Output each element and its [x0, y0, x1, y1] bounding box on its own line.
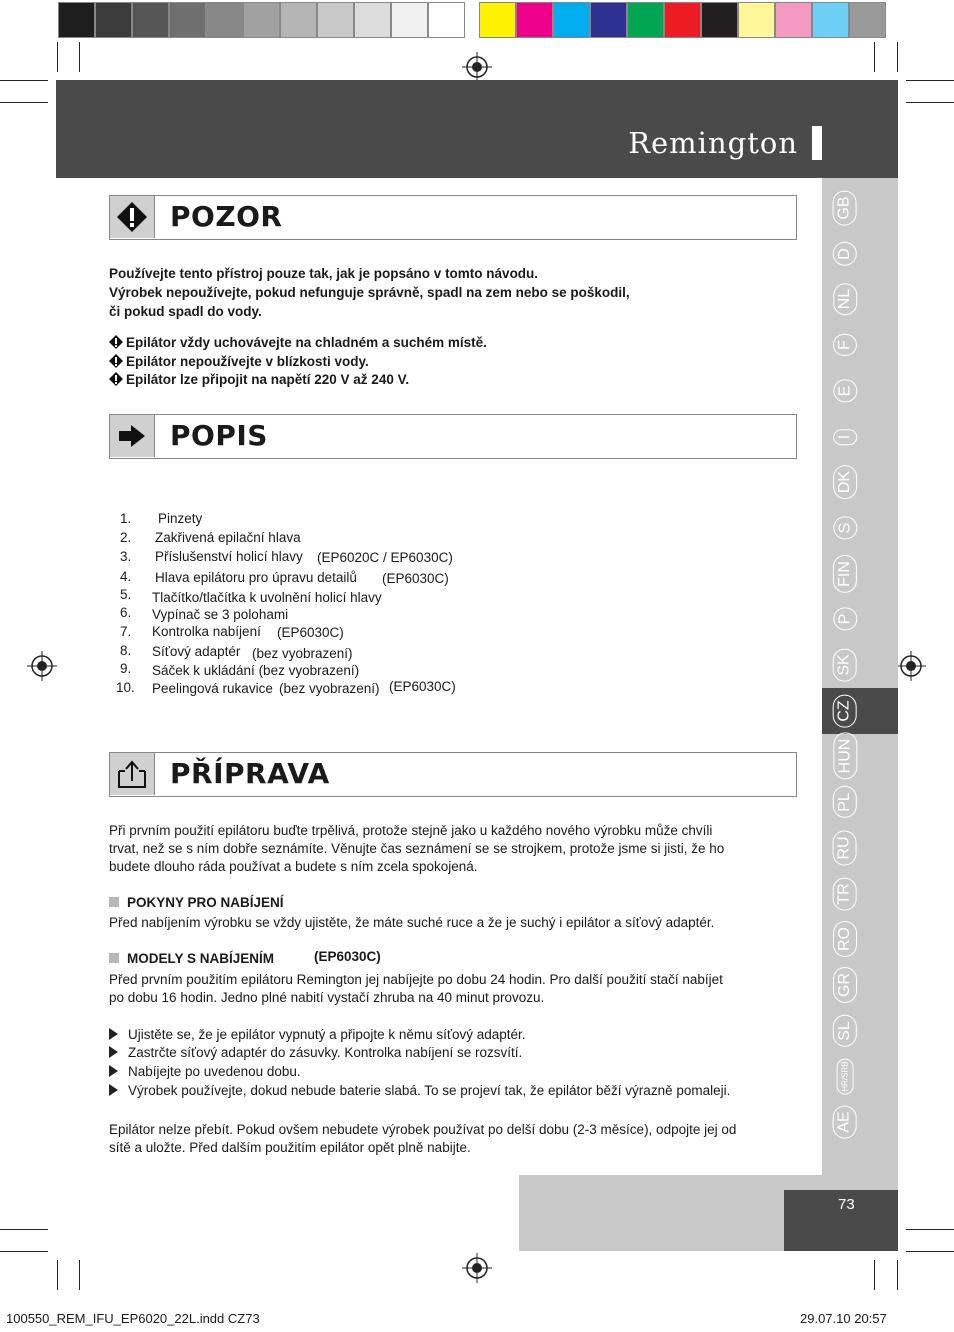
language-tab-gb[interactable]: [832, 191, 858, 225]
list-number: 10.: [116, 680, 135, 695]
charging-heading: [109, 895, 284, 910]
pozor-intro-line: či pokud spadl do vody.: [109, 304, 262, 319]
outro-line: sítě a uložte. Před dalším použitím epilátor opět plně nabijte.: [109, 1140, 471, 1155]
color-swatch: [516, 2, 553, 38]
step-text: Ujistěte se, že je epilátor vypnutý a připojte k němu síťový adaptér.: [128, 1027, 526, 1042]
crop-mark: [57, 42, 58, 72]
language-tab-d[interactable]: [832, 237, 858, 271]
model-note: (EP6030C): [277, 625, 344, 640]
language-label: PL: [833, 786, 857, 818]
crop-mark: [897, 1260, 898, 1290]
charging-text: Před nabíjením výrobku se vždy ujistěte, že máte suché ruce a že je suchý i epilátor a síťový adaptér.: [109, 915, 715, 930]
language-tab-ru[interactable]: [832, 831, 858, 865]
language-label: NL: [833, 283, 857, 315]
color-swatches: [58, 2, 886, 38]
crop-mark: [0, 1251, 48, 1252]
pozor-intro-line: Používejte tento přístroj pouze tak, jak je popsáno v tomto návodu.: [109, 266, 539, 281]
color-swatch: [812, 2, 849, 38]
square-bullet-icon: [109, 953, 119, 963]
language-tab-nl[interactable]: [832, 282, 858, 316]
priprava-intro-line: budete dlouho ráda používat a budete s ním zcela spokojená.: [109, 859, 478, 874]
color-swatch: [280, 2, 317, 38]
warning-text: Epilátor nepoužívejte v blízkosti vody.: [126, 354, 369, 369]
model-note: (bez vyobrazení): [279, 681, 380, 696]
step-text: Zastrčte síťový adaptér do zásuvky. Kontrolka nabíjení se rozsvítí.: [128, 1045, 523, 1060]
language-label: RU: [833, 830, 857, 865]
list-item: Tlačítko/tlačítka k uvolnění holicí hlavy: [152, 590, 382, 605]
color-swatch: [775, 2, 812, 38]
color-swatch: [243, 2, 280, 38]
crop-mark: [906, 102, 954, 103]
language-label: RO: [833, 921, 857, 957]
crop-mark: [0, 102, 48, 103]
language-tab-ae[interactable]: [832, 1105, 858, 1139]
language-tab-e[interactable]: [832, 374, 858, 408]
model-note: (EP6030C): [314, 949, 381, 964]
section-title: POPIS: [170, 419, 268, 452]
list-item: Příslušenství holicí hlavy: [155, 549, 303, 564]
language-label: HUN: [833, 733, 857, 780]
warning-item: [109, 335, 487, 350]
color-swatch: [428, 2, 465, 38]
page-header: [56, 80, 898, 178]
crop-mark: [897, 42, 898, 72]
color-swatch: [553, 2, 590, 38]
box-upload-icon: [110, 753, 155, 795]
language-tab-sk[interactable]: [832, 648, 858, 682]
step-text: Nabíjejte po uvedenou dobu.: [128, 1064, 301, 1079]
section-pozor: [109, 195, 797, 240]
color-swatch: [317, 2, 354, 38]
models-heading: [109, 951, 274, 966]
section-title: POZOR: [170, 200, 283, 233]
priprava-intro-line: Při prvním použití epilátoru buďte trpělivá, protože stejně jako u každého nového výrobku může chvíli: [109, 823, 713, 838]
language-tab-hr-srb[interactable]: [832, 1059, 858, 1093]
language-tab-sl[interactable]: [832, 1014, 858, 1048]
list-item: Sáček k ukládání (bez vyobrazení): [152, 663, 360, 678]
language-label: FIN: [833, 555, 857, 593]
list-item: Síťový adaptér: [152, 644, 241, 659]
exclamation-icon: [110, 196, 155, 238]
language-tab-fin[interactable]: [832, 557, 858, 591]
list-item: Hlava epilátoru pro úpravu detailů: [155, 570, 357, 585]
registration-mark-icon: [27, 651, 57, 681]
crop-mark: [874, 1260, 875, 1290]
color-swatch: [206, 2, 243, 38]
heading-text: MODELY S NABÍJENÍM: [127, 951, 275, 966]
language-tab-gr[interactable]: [832, 968, 858, 1002]
list-number: 7.: [120, 624, 132, 639]
warning-text: Epilátor lze připojit na napětí 220 V až 240 V.: [126, 372, 410, 387]
language-tab-p[interactable]: [832, 602, 858, 636]
model-note: (bez vyobrazení): [252, 646, 353, 661]
crop-mark: [906, 80, 954, 81]
list-item: Vypínač se 3 polohami: [152, 607, 289, 622]
model-note: (EP6030C): [389, 679, 456, 694]
language-tab-cz[interactable]: [832, 694, 858, 728]
crop-mark: [79, 1260, 80, 1290]
crop-mark: [0, 1229, 48, 1230]
color-swatch: [701, 2, 738, 38]
language-tab-ro[interactable]: [832, 922, 858, 956]
crop-mark: [57, 1260, 58, 1290]
language-tab-pl[interactable]: [832, 785, 858, 819]
square-bullet-icon: [109, 897, 119, 907]
language-label: D: [833, 242, 857, 266]
language-label: TR: [833, 877, 857, 910]
registration-mark-icon: [462, 52, 492, 82]
triangle-bullet-icon: [109, 1028, 118, 1040]
list-item: Pinzety: [158, 511, 203, 526]
warning-diamond-icon: [109, 335, 123, 349]
model-note: (EP6020C / EP6030C): [317, 550, 453, 565]
warning-item: [109, 354, 369, 369]
language-label: GR: [833, 967, 857, 1003]
step-item: [109, 1083, 730, 1098]
list-number: 4.: [120, 569, 132, 584]
list-number: 5.: [120, 587, 132, 602]
color-swatch: [354, 2, 391, 38]
color-swatch: [95, 2, 132, 38]
crop-mark: [906, 1251, 954, 1252]
priprava-intro-line: trvat, než se s ním dobře seznámíte. Věnujte čas seznámení se se strojkem, protože jsme si jisti, že ho: [109, 841, 725, 856]
list-number: 9.: [120, 661, 132, 676]
file-slug: 100550_REM_IFU_EP6020_22L.indd CZ73: [6, 1311, 260, 1326]
list-item: Kontrolka nabíjení: [152, 624, 261, 639]
list-number: 1.: [120, 511, 132, 526]
crop-mark: [906, 1229, 954, 1230]
warning-diamond-icon: [109, 354, 123, 368]
triangle-bullet-icon: [109, 1065, 118, 1077]
section-priprava: [109, 752, 797, 797]
brand-logo: Remington: [628, 126, 798, 160]
step-item: [109, 1027, 526, 1042]
language-label: I: [833, 428, 857, 444]
list-item: Peelingová rukavice: [152, 681, 273, 696]
crop-mark: [0, 80, 48, 81]
registration-mark-icon: [896, 651, 926, 681]
warning-text: Epilátor vždy uchovávejte na chladném a suchém místě.: [126, 335, 487, 350]
section-popis: [109, 414, 797, 459]
warning-diamond-icon: [109, 372, 123, 386]
page-number: 73: [838, 1196, 855, 1213]
language-tab-s[interactable]: [832, 511, 858, 545]
triangle-bullet-icon: [109, 1084, 118, 1096]
section-title: PŘÍPRAVA: [170, 757, 330, 790]
language-label: DK: [833, 465, 857, 499]
list-number: 6.: [120, 605, 132, 620]
language-label: SL: [833, 1015, 857, 1047]
model-note: (EP6030C): [382, 571, 449, 586]
language-tab-f[interactable]: [832, 328, 858, 362]
language-label: P: [833, 608, 857, 631]
language-label: F: [833, 334, 857, 356]
registration-mark-icon: [462, 1253, 492, 1283]
swatch-gap: [465, 2, 479, 38]
color-swatch: [391, 2, 428, 38]
color-swatch: [58, 2, 95, 38]
language-tab-dk[interactable]: [832, 465, 858, 499]
language-label: CZ: [833, 694, 857, 727]
color-swatch: [664, 2, 701, 38]
language-label: GB: [833, 190, 857, 225]
models-text-line: po dobu 16 hodin. Jedno plné nabití vystačí zhruba na 40 minut provozu.: [109, 990, 545, 1005]
logo-bar: [812, 126, 822, 160]
models-text-line: Před prvním použitím epilátoru Remington jej nabíjejte po dobu 24 hodin. Pro další použití stačí nabíjet: [109, 972, 723, 987]
color-swatch: [849, 2, 886, 38]
step-text: Výrobek používejte, dokud nebude baterie slabá. To se projeví tak, že epilátor běží výrazně pomaleji.: [128, 1083, 731, 1098]
language-label: HR/SRB: [837, 1058, 854, 1094]
outro-line: Epilátor nelze přebít. Pokud ovšem nebudete výrobek používat po delší dobu (2-3 měsíce), odpojte jej od: [109, 1122, 737, 1137]
color-swatch: [479, 2, 516, 38]
heading-text: POKYNY PRO NABÍJENÍ: [127, 895, 284, 910]
language-label: E: [833, 379, 857, 402]
pozor-intro-line: Výrobek nepoužívejte, pokud nefunguje správně, spadl na zem nebo se poškodil,: [109, 285, 630, 300]
color-swatch: [627, 2, 664, 38]
language-label: AE: [833, 1105, 857, 1138]
language-label: SK: [833, 648, 857, 681]
warning-item: [109, 372, 409, 387]
color-swatch: [590, 2, 627, 38]
step-item: [109, 1045, 522, 1060]
list-number: 3.: [120, 549, 132, 564]
color-swatch: [169, 2, 206, 38]
crop-mark: [79, 42, 80, 72]
date-slug: 29.07.10 20:57: [800, 1311, 887, 1326]
list-item: Zakřivená epilační hlava: [155, 530, 301, 545]
language-tab-hun[interactable]: [832, 739, 858, 773]
color-swatch: [738, 2, 775, 38]
step-item: [109, 1064, 301, 1079]
language-tab-tr[interactable]: [832, 877, 858, 911]
language-label: S: [833, 517, 857, 540]
language-tab-i[interactable]: [832, 420, 858, 454]
list-number: 8.: [120, 643, 132, 658]
list-number: 2.: [120, 530, 132, 545]
crop-mark: [874, 42, 875, 72]
triangle-bullet-icon: [109, 1046, 118, 1058]
color-swatch: [132, 2, 169, 38]
arrow-right-icon: [110, 415, 155, 457]
